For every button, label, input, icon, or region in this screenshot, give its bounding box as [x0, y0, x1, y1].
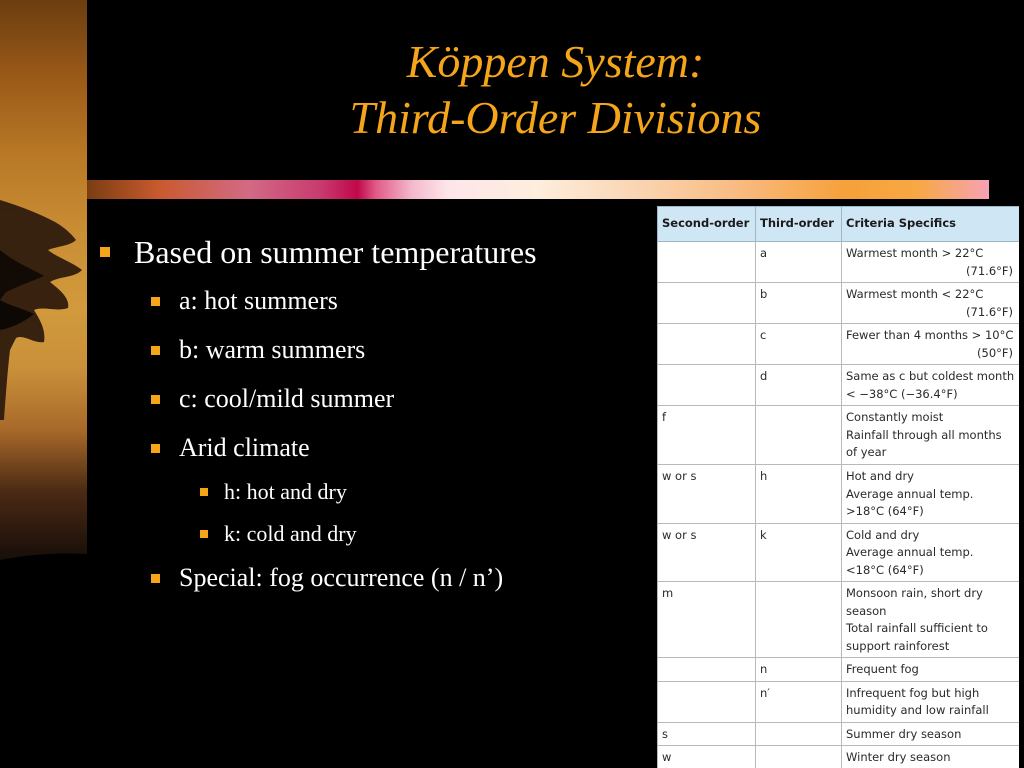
bullet-square-icon — [151, 395, 160, 404]
second-order-cell: w — [658, 746, 756, 768]
table-row — [658, 365, 1020, 406]
title-divider — [87, 180, 989, 199]
criteria-text: Fewer than 4 months > 10°C — [846, 328, 1014, 342]
table-header-row — [658, 207, 1020, 242]
third-order-cell: n′ — [756, 681, 842, 722]
bullet-square-icon — [151, 574, 160, 583]
bullet-list — [98, 232, 658, 594]
table-row — [658, 523, 1020, 582]
bullet-square-icon — [151, 297, 160, 306]
bullet-square-icon — [200, 530, 208, 538]
second-order-cell: m — [658, 582, 756, 658]
criteria-table — [657, 206, 1019, 768]
header-second-order: Second-order — [658, 207, 756, 242]
title-line-2: Third-Order Divisions — [349, 92, 762, 143]
bullet-square-icon — [100, 247, 110, 257]
bullet-item — [98, 334, 658, 366]
bullet-text: Arid climate — [179, 433, 310, 462]
bullet-item — [98, 562, 658, 594]
criteria-text: Winter dry season — [846, 750, 951, 764]
third-order-cell: c — [756, 324, 842, 365]
third-order-cell: b — [756, 283, 842, 324]
criteria-cell — [842, 242, 1020, 283]
second-order-cell: w or s — [658, 523, 756, 582]
second-order-cell — [658, 242, 756, 283]
third-order-cell: h — [756, 465, 842, 524]
criteria-cell — [842, 406, 1020, 465]
bullet-text: b: warm summers — [179, 335, 366, 364]
third-order-cell — [756, 582, 842, 658]
bullet-square-icon — [200, 488, 208, 496]
criteria-text: Frequent fog — [846, 662, 919, 676]
criteria-text: Constantly moist Rainfall through all months of year — [846, 410, 1002, 459]
criteria-cell — [842, 523, 1020, 582]
bullet-text: h: hot and dry — [224, 479, 347, 504]
criteria-cell — [842, 722, 1020, 746]
criteria-cell — [842, 658, 1020, 682]
third-order-cell — [756, 406, 842, 465]
bullet-item — [98, 432, 658, 464]
criteria-table-image — [657, 206, 1019, 768]
bullet-text: Based on summer temperatures — [134, 234, 537, 270]
second-order-cell: f — [658, 406, 756, 465]
bullet-text: c: cool/mild summer — [179, 384, 395, 413]
criteria-cell — [842, 582, 1020, 658]
criteria-text: Same as c but coldest month < −38°C (−36.4°F) — [846, 369, 1015, 401]
table-row — [658, 283, 1020, 324]
table-row — [658, 658, 1020, 682]
third-order-cell — [756, 722, 842, 746]
criteria-text: Monsoon rain, short dry season Total rainfall sufficient to support rainforest — [846, 586, 988, 653]
bullet-text: k: cold and dry — [224, 521, 357, 546]
header-criteria-specifics: Criteria Specifics — [842, 207, 1020, 242]
second-order-cell — [658, 658, 756, 682]
criteria-text: Summer dry season — [846, 726, 962, 741]
bullet-square-icon — [151, 346, 160, 355]
criteria-fahrenheit: (71.6°F) — [966, 304, 1013, 319]
title-line-1: Köppen System: — [406, 36, 705, 87]
bullet-item — [98, 232, 658, 272]
table-row — [658, 406, 1020, 465]
second-order-cell: w or s — [658, 465, 756, 524]
criteria-cell — [842, 465, 1020, 524]
third-order-cell: d — [756, 365, 842, 406]
table-row — [658, 746, 1020, 768]
second-order-cell — [658, 681, 756, 722]
third-order-cell: n — [756, 658, 842, 682]
third-order-cell: a — [756, 242, 842, 283]
criteria-text: Warmest month > 22°C — [846, 246, 984, 260]
table-row — [658, 465, 1020, 524]
bullet-square-icon — [151, 444, 160, 453]
bullet-item — [98, 520, 658, 548]
third-order-cell: k — [756, 523, 842, 582]
criteria-cell — [842, 324, 1020, 365]
bullet-item — [98, 285, 658, 317]
bullet-text: Special: fog occurrence (n / n’) — [179, 563, 504, 592]
table-row — [658, 324, 1020, 365]
criteria-text: Infrequent fog but high humidity and low rainfall — [846, 685, 989, 717]
bullet-item — [98, 478, 658, 506]
side-photo-strip — [0, 0, 87, 768]
table-row — [658, 722, 1020, 746]
bullet-item — [98, 383, 658, 415]
second-order-cell — [658, 324, 756, 365]
criteria-text: Hot and dry Average annual temp. >18°C (64°F) — [846, 469, 974, 518]
criteria-cell — [842, 681, 1020, 722]
second-order-cell: s — [658, 722, 756, 746]
criteria-cell — [842, 283, 1020, 324]
criteria-text: Cold and dry Average annual temp. <18°C (64°F) — [846, 527, 974, 577]
slide-title — [87, 34, 1024, 146]
criteria-text: Warmest month < 22°C — [846, 287, 984, 301]
header-third-order: Third-order — [756, 207, 842, 242]
criteria-cell — [842, 746, 1020, 768]
criteria-fahrenheit: (71.6°F) — [966, 263, 1013, 278]
table-row — [658, 582, 1020, 658]
criteria-fahrenheit: (50°F) — [977, 345, 1013, 360]
table-row — [658, 681, 1020, 722]
acacia-tree-silhouette — [0, 0, 87, 768]
criteria-cell — [842, 365, 1020, 406]
table-row — [658, 242, 1020, 283]
bullet-text: a: hot summers — [179, 286, 338, 315]
second-order-cell — [658, 365, 756, 406]
third-order-cell — [756, 746, 842, 768]
second-order-cell — [658, 283, 756, 324]
